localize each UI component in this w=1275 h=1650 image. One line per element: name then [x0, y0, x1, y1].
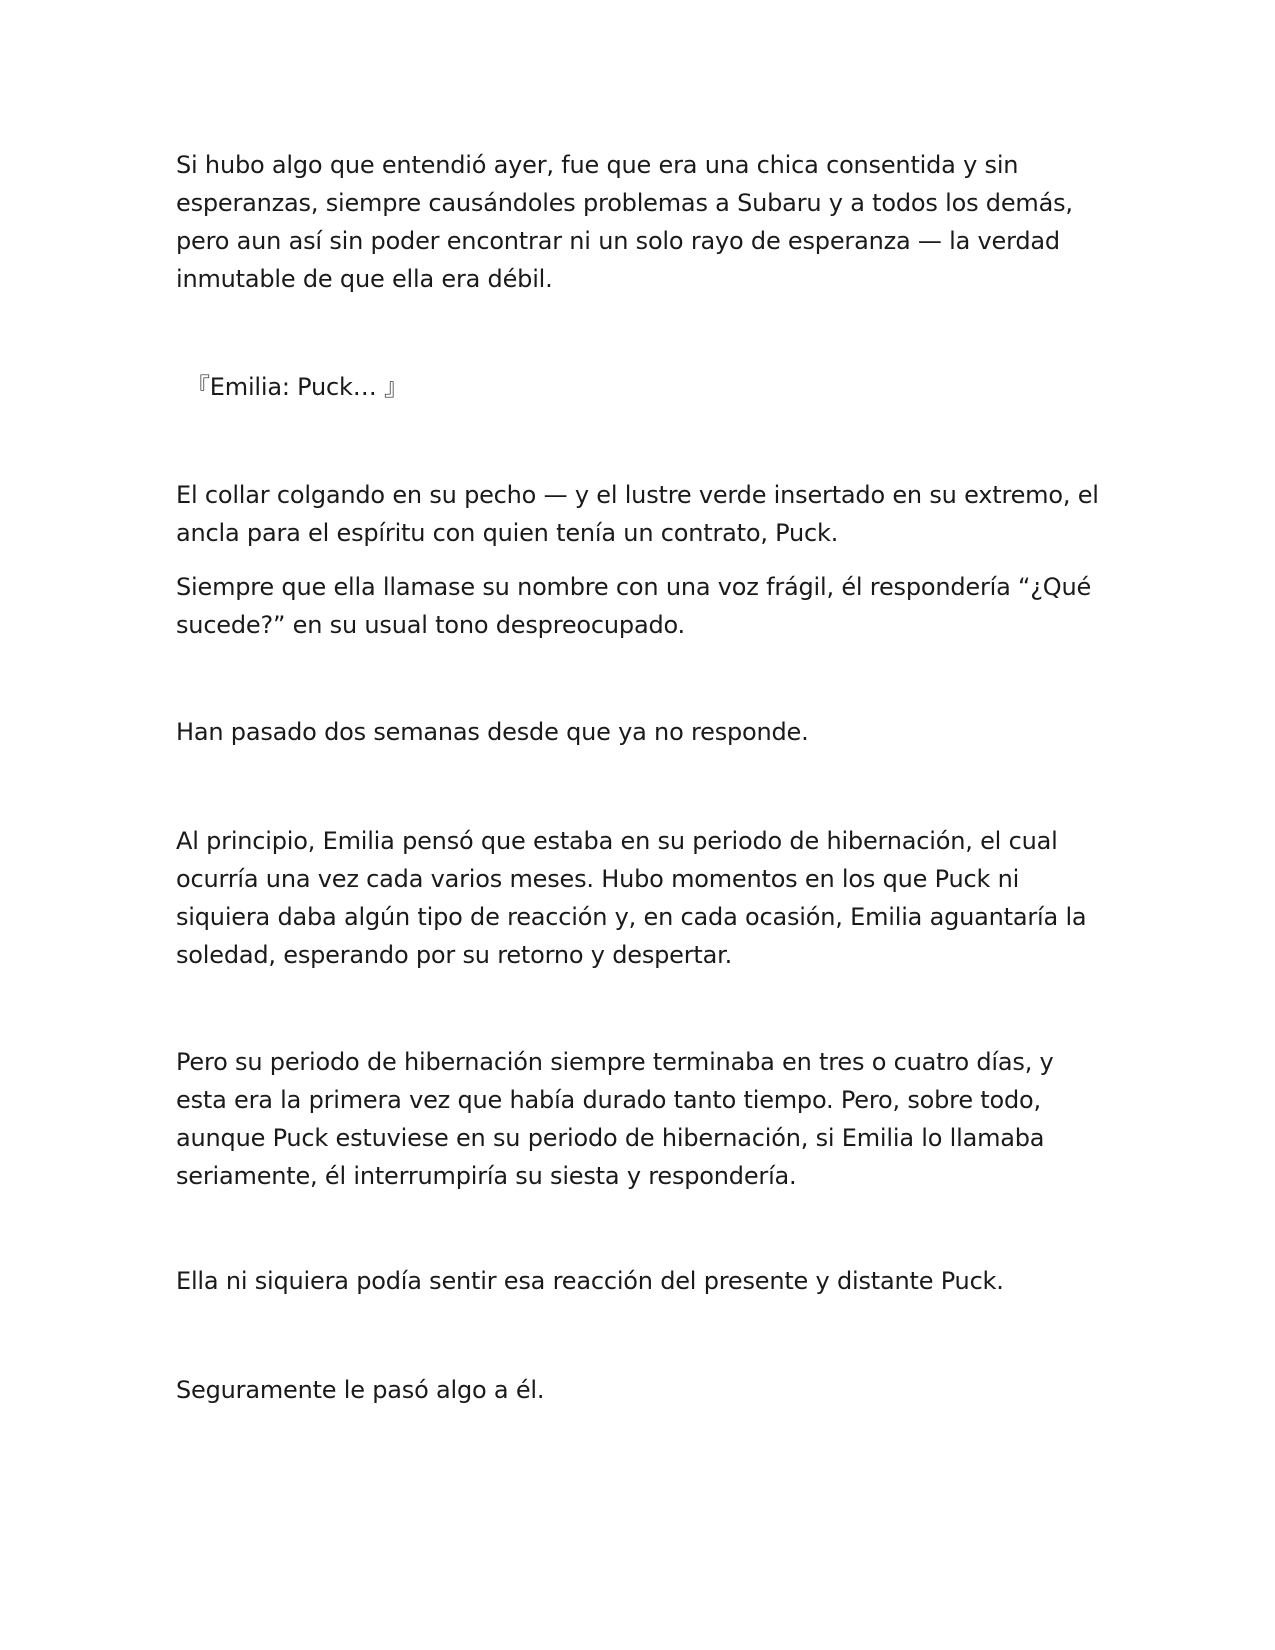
paragraph-1: Si hubo algo que entendió ayer, fue que era una chica consentida y sin esperanzas, siempre causándoles problemas a Subaru y a todos los demás, pero aun así sin poder encontrar ni un solo rayo de esperanza — la verdad inmutable de que ella era débil.: [176, 151, 1073, 293]
paragraph-4: Han pasado dos semanas desde que ya no responde.: [176, 718, 809, 746]
paragraph-8: Seguramente le pasó algo a él.: [176, 1376, 545, 1404]
paragraph-6: Pero su periodo de hibernación siempre terminaba en tres o cuatro días, y esta era la primera vez que había durado tanto tiempo. Pero, sobre todo, aunque Puck estuviese en su periodo de hibernación, si Emilia lo llamaba seriamente, él interrumpiría su siesta y respondería.: [176, 1048, 1054, 1190]
paragraph-7: Ella ni siquiera podía sentir esa reacción del presente y distante Puck.: [176, 1267, 1004, 1295]
paragraph-2: El collar colgando en su pecho — y el lustre verde insertado en su extremo, el ancla para el espíritu con quien tenía un contrato, Puck.: [176, 481, 1099, 547]
paragraph-5: Al principio, Emilia pensó que estaba en su periodo de hibernación, el cual ocurría una vez cada varios meses. Hubo momentos en los que Puck ni siquiera daba algún tipo de reacción y, en cada ocasión, Emilia aguantaría la soledad, esperando por su retorno y despertar.: [176, 827, 1087, 969]
dialogue-line: 『Emilia: Puck… 』: [186, 373, 408, 401]
paragraph-3: Siempre que ella llamase su nombre con una voz frágil, él respondería “¿Qué sucede?” en su usual tono despreocupado.: [176, 573, 1092, 639]
